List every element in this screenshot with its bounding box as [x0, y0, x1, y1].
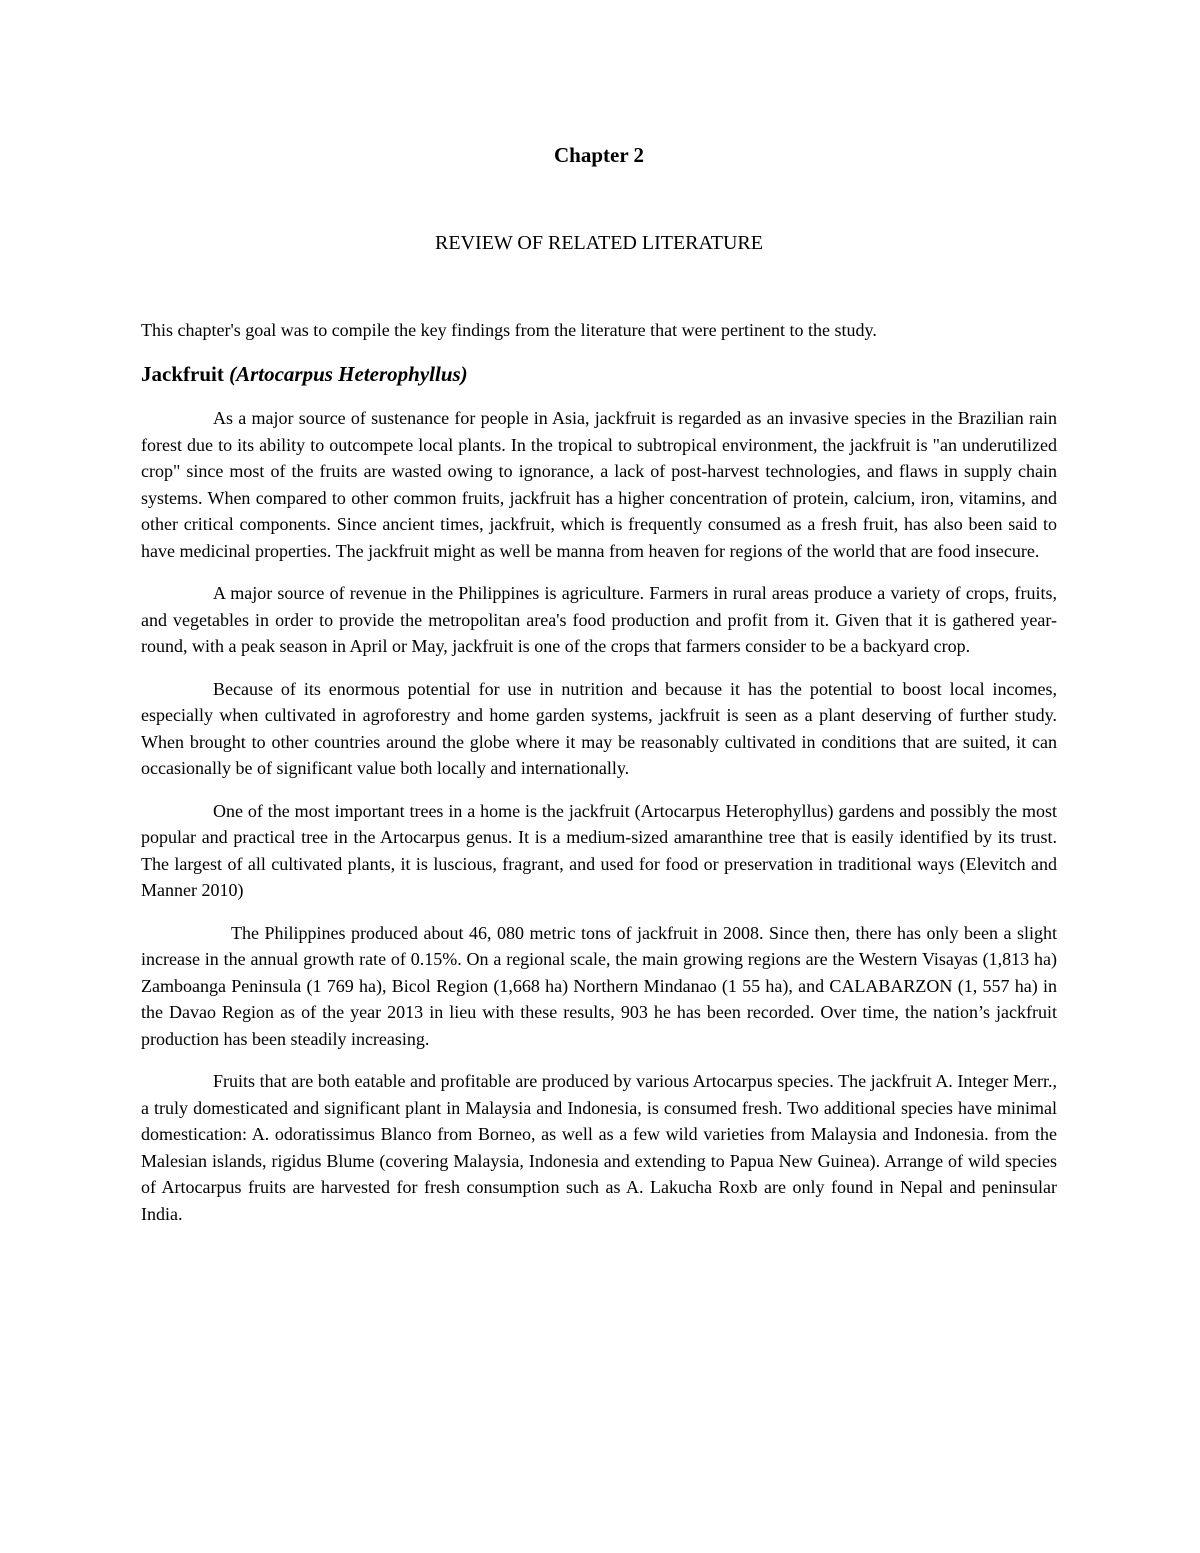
subheading-main: Jackfruit: [141, 362, 224, 386]
paragraph-2: A major source of revenue in the Philippines is agriculture. Farmers in rural areas produce a variety of crops, fruits, and vegetables in order to provide the metropolitan area's food production and profit from it. Given that it is gathered year-round, with a peak season in April or May, jackfruit is one of the crops that farmers consider to be a backyard crop.: [141, 583, 1057, 656]
paragraph-4: One of the most important trees in a home is the jackfruit (Artocarpus Heterophyllus) gardens and possibly the most popular and practical tree in the Artocarpus genus. It is a medium-sized amaranthine tree that is easily identified by its trust. The largest of all cultivated plants, it is luscious, fragrant, and used for food or preservation in traditional ways (Elevitch and Manner 2010): [141, 800, 1057, 900]
body-text: [141, 405, 1057, 1243]
paragraph-1: As a major source of sustenance for people in Asia, jackfruit is regarded as an invasive species in the Brazilian rain forest due to its ability to outcompete local plants. In the tropical to subtropical environment, the jackfruit is "an underutilized crop" since most of the fruits are wasted owing to ignorance, a lack of post-harvest technologies, and flaws in supply chain systems. When compared to other common fruits, jackfruit has a higher concentration of protein, calcium, iron, vitamins, and other critical components. Since ancient times, jackfruit, which is frequently consumed as a fresh fruit, has also been said to have medicinal properties. The jackfruit might as well be manna from heaven for regions of the world that are food insecure.: [141, 408, 1057, 561]
subheading-jackfruit: [141, 362, 468, 387]
intro-paragraph: This chapter's goal was to compile the key findings from the literature that were pertinent to the study.: [141, 320, 877, 340]
section-title: REVIEW OF RELATED LITERATURE: [435, 232, 763, 254]
chapter-heading: Chapter 2: [553, 143, 645, 167]
paragraph-3: Because of its enormous potential for use in nutrition and because it has the potential to boost local incomes, especially when cultivated in agroforestry and home garden systems, jackfruit is seen as a plant deserving of further study. When brought to other countries around the globe where it may be reasonably cultivated in conditions that are suited, it can occasionally be of significant value both locally and internationally.: [141, 678, 1057, 778]
paragraph-5: The Philippines produced about 46, 080 metric tons of jackfruit in 2008. Since then, there has only been a slight increase in the annual growth rate of 0.15%. On a regional scale, the main growing regions are the Western Visayas (1,813 ha) Zamboanga Peninsula (1 769 ha), Bicol Region (1,668 ha) Northern Mindanao (1 55 ha), and CALABARZON (1, 557 ha) in the Davao Region as of the year 2013 in lieu with these results, 903 he has been recorded. Over time, the nation’s jackfruit production has been steadily increasing.: [141, 922, 1057, 1049]
subheading-scientific-name: (Artocarpus Heterophyllus): [229, 362, 468, 386]
paragraph-6: Fruits that are both eatable and profitable are produced by various Artocarpus species. The jackfruit A. Integer Merr., a truly domesticated and significant plant in Malaysia and Indonesia, is consumed fresh. Two additional species have minimal domestication: A. odoratissimus Blanco from Borneo, as well as a few wild varieties from Malaysia and Indonesia. from the Malesian islands, rigidus Blume (covering Malaysia, Indonesia and extending to Papua New Guinea). Arrange of wild species of Artocarpus fruits are harvested for fresh consumption such as A. Lakucha Roxb are only found in Nepal and peninsular India.: [141, 1071, 1057, 1224]
